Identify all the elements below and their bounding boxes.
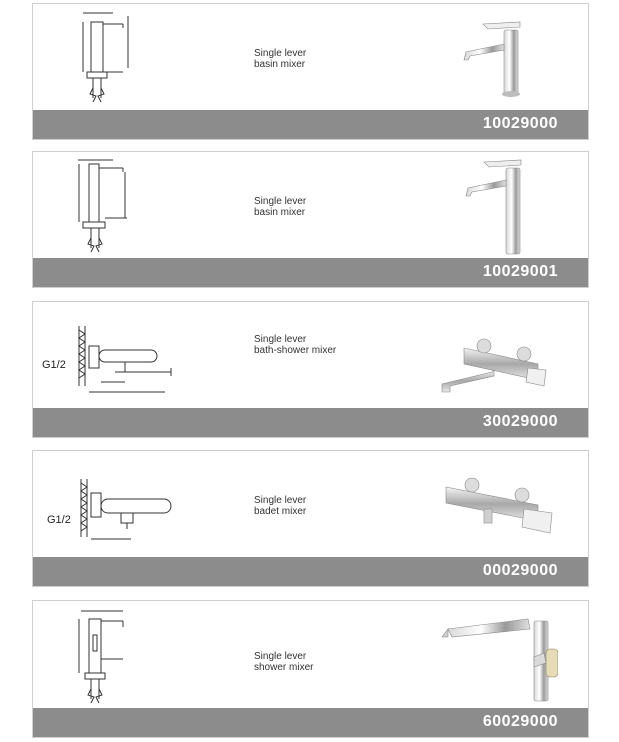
- product-description: [254, 48, 306, 70]
- product-code: 10029000: [482, 115, 558, 132]
- description-line: Single lever: [254, 196, 307, 207]
- description-line: shower mixer: [254, 662, 314, 673]
- technical-drawing: [53, 156, 173, 256]
- description-line: Single lever: [254, 651, 307, 662]
- product-card: [32, 301, 589, 438]
- product-description: [254, 495, 306, 517]
- description-line: Single lever: [254, 495, 307, 506]
- technical-drawing: [41, 455, 181, 555]
- basin-mixer-image: [428, 10, 558, 108]
- thread-label: G1/2: [47, 514, 71, 526]
- description-line: Single lever: [254, 334, 307, 345]
- technical-drawing: [41, 306, 181, 406]
- product-code-bar: [33, 110, 588, 139]
- product-card: [32, 600, 589, 738]
- description-line: bath-shower mixer: [254, 345, 337, 356]
- description-line: basin mixer: [254, 207, 306, 218]
- product-code: 10029001: [482, 263, 558, 280]
- product-code-bar: [33, 258, 588, 287]
- description-line: badet mixer: [254, 506, 307, 517]
- bidet-mixer-image: [428, 457, 558, 555]
- product-panel: [33, 302, 588, 410]
- bath-shower-mixer-image: [428, 308, 558, 406]
- product-code-bar: [33, 708, 588, 737]
- product-description: [254, 651, 313, 673]
- product-panel: [33, 451, 588, 559]
- tall-basin-mixer-image: [428, 158, 558, 256]
- technical-drawing: [53, 8, 173, 108]
- description-line: basin mixer: [254, 59, 306, 70]
- description-line: Single lever: [254, 48, 307, 59]
- thread-label: G1/2: [42, 359, 66, 371]
- product-card: [32, 3, 589, 140]
- technical-drawing: [53, 605, 173, 705]
- product-code: 30029000: [482, 413, 558, 430]
- product-card: [32, 450, 589, 587]
- product-code: 60029000: [482, 713, 558, 730]
- product-panel: [33, 152, 588, 260]
- product-description: [254, 334, 336, 356]
- product-description: [254, 196, 306, 218]
- product-code: 00029000: [482, 562, 558, 579]
- product-code-bar: [33, 408, 588, 437]
- product-code-bar: [33, 557, 588, 586]
- product-panel: [33, 601, 588, 709]
- product-card: [32, 151, 589, 288]
- shower-mixer-image: [428, 607, 558, 705]
- product-panel: [33, 4, 588, 112]
